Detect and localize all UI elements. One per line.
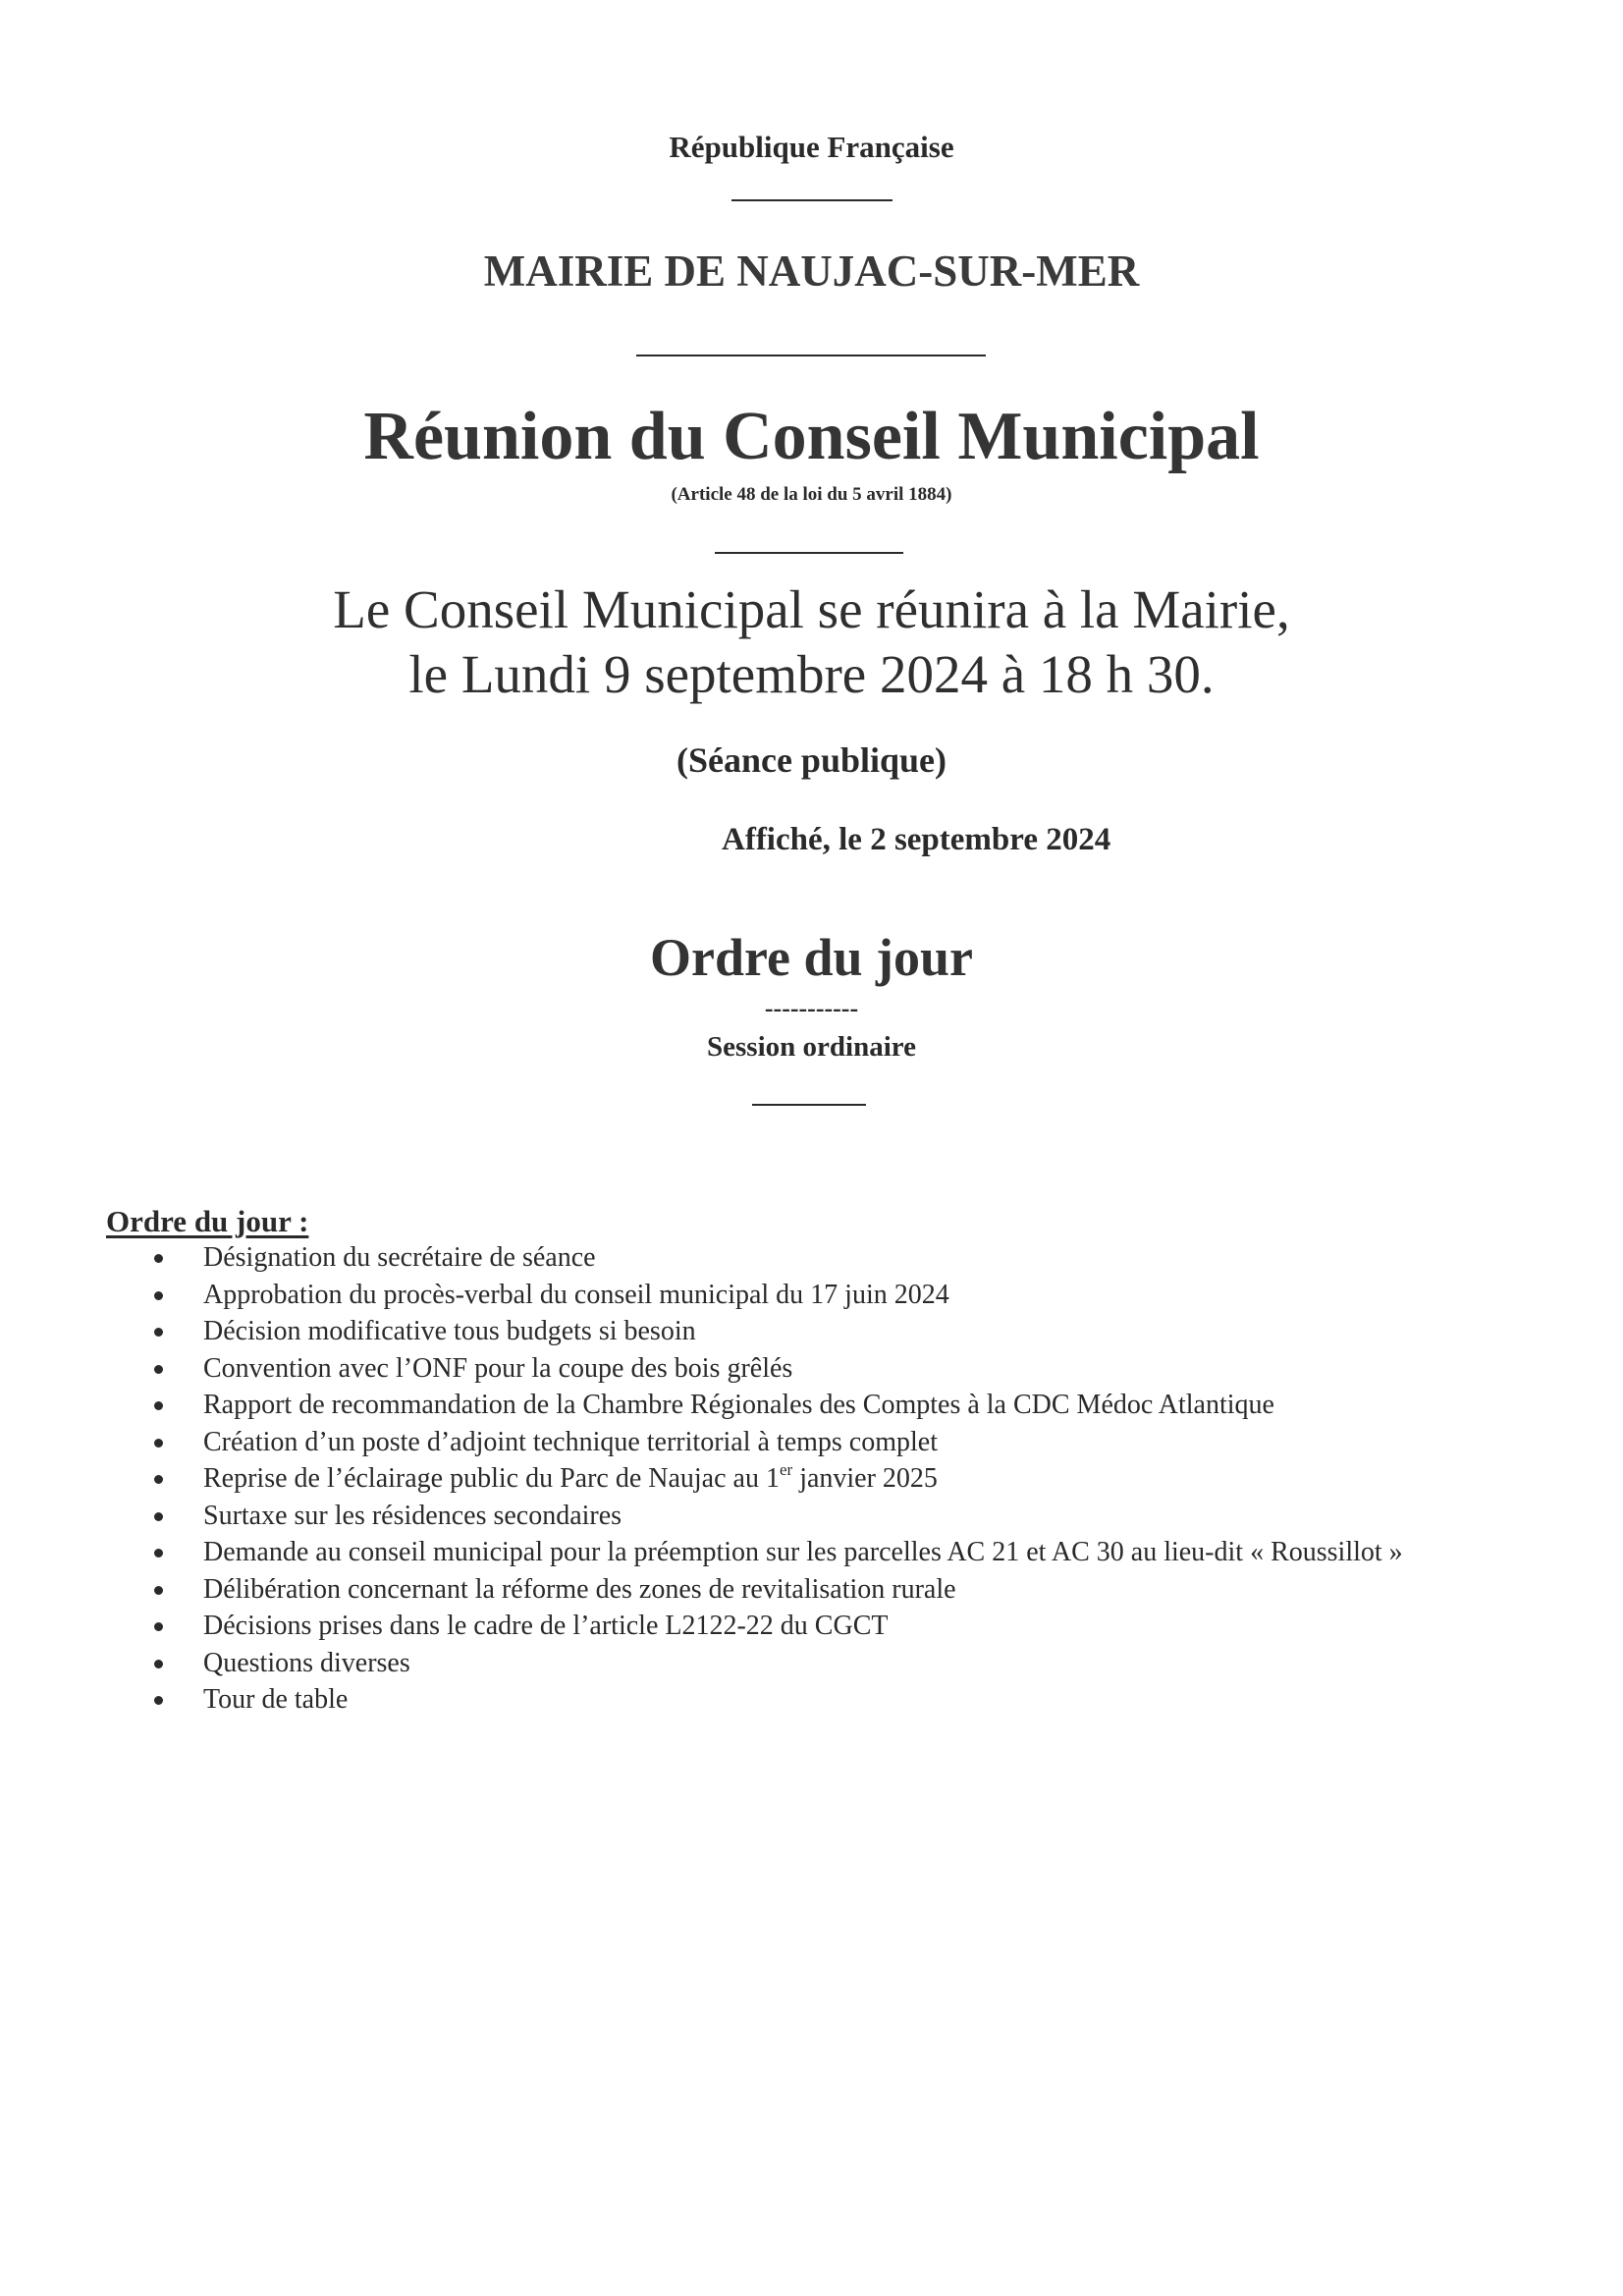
bullet-icon	[154, 1512, 163, 1521]
republique-heading: République Française	[669, 130, 954, 164]
agenda-item-text: Approbation du procès-verbal du conseil municipal du 17 juin 2024	[203, 1279, 949, 1310]
mairie-heading: MAIRIE DE NAUJAC-SUR-MER	[483, 246, 1140, 296]
bullet-icon	[154, 1622, 163, 1631]
bullet-icon	[154, 1254, 163, 1263]
bullet-icon	[154, 1660, 163, 1668]
bullet-icon	[154, 1549, 163, 1558]
agenda-item-text: Rapport de recommandation de la Chambre Régionales des Comptes à la CDC Médoc Atlantique	[203, 1390, 1274, 1420]
agenda-heading: Ordre du jour :	[106, 1204, 309, 1238]
agenda-item-text: Délibération concernant la réforme des zones de revitalisation rurale	[203, 1573, 956, 1605]
bullet-icon	[154, 1439, 163, 1448]
agenda-item-main: Reprise de l’éclairage public du Parc de Naujac au 1	[203, 1463, 780, 1494]
bullet-icon	[154, 1586, 163, 1595]
agenda-item-text: Surtaxe sur les résidences secondaires	[203, 1500, 622, 1531]
bullet-icon	[154, 1365, 163, 1374]
bullet-icon	[154, 1475, 163, 1484]
agenda-item-text: Création d’un poste d’adjoint technique territorial à temps complet	[203, 1426, 939, 1457]
convocation-line-1: Le Conseil Municipal se réunira à la Mairie,	[333, 579, 1290, 639]
agenda-item-text: Questions diverses	[203, 1647, 410, 1678]
agenda-item-text: Décision modificative tous budgets si besoin	[203, 1316, 696, 1346]
ordinal-superscript: er	[779, 1460, 793, 1479]
affiche-date: Affiché, le 2 septembre 2024	[722, 822, 1111, 857]
bullet-icon	[154, 1401, 163, 1410]
agenda-item-text: Désignation du secrétaire de séance	[203, 1242, 596, 1273]
divider	[731, 199, 893, 201]
agenda-item-text: Demande au conseil municipal pour la préemption sur les parcelles AC 21 et AC 30 au lieu-dit « Roussillot »	[203, 1537, 1403, 1567]
bullet-icon	[154, 1328, 163, 1337]
agenda-item-text: Décisions prises dans le cadre de l’article L2122-22 du CGCT	[203, 1611, 889, 1641]
article-reference: (Article 48 de la loi du 5 avril 1884)	[671, 484, 952, 505]
bullet-icon	[154, 1696, 163, 1705]
convocation-line-2: le Lundi 9 septembre 2024 à 18 h 30.	[408, 644, 1215, 704]
seance-label: (Séance publique)	[676, 740, 947, 780]
session-label: Session ordinaire	[707, 1031, 916, 1063]
dashed-separator: -----------	[764, 994, 859, 1022]
ordre-du-jour-title: Ordre du jour	[649, 928, 973, 987]
agenda-item-text: Tour de table	[203, 1684, 349, 1715]
bullet-icon	[154, 1291, 163, 1300]
agenda-item-text	[203, 1460, 938, 1498]
divider	[715, 552, 903, 554]
divider	[636, 355, 986, 356]
agenda-item-suffix: janvier 2025	[792, 1463, 938, 1494]
convocation-text	[0, 577, 1623, 707]
page-title: Réunion du Conseil Municipal	[363, 399, 1260, 474]
agenda-item-text: Convention avec l’ONF pour la coupe des bois grêlés	[203, 1352, 793, 1384]
divider	[752, 1104, 866, 1106]
